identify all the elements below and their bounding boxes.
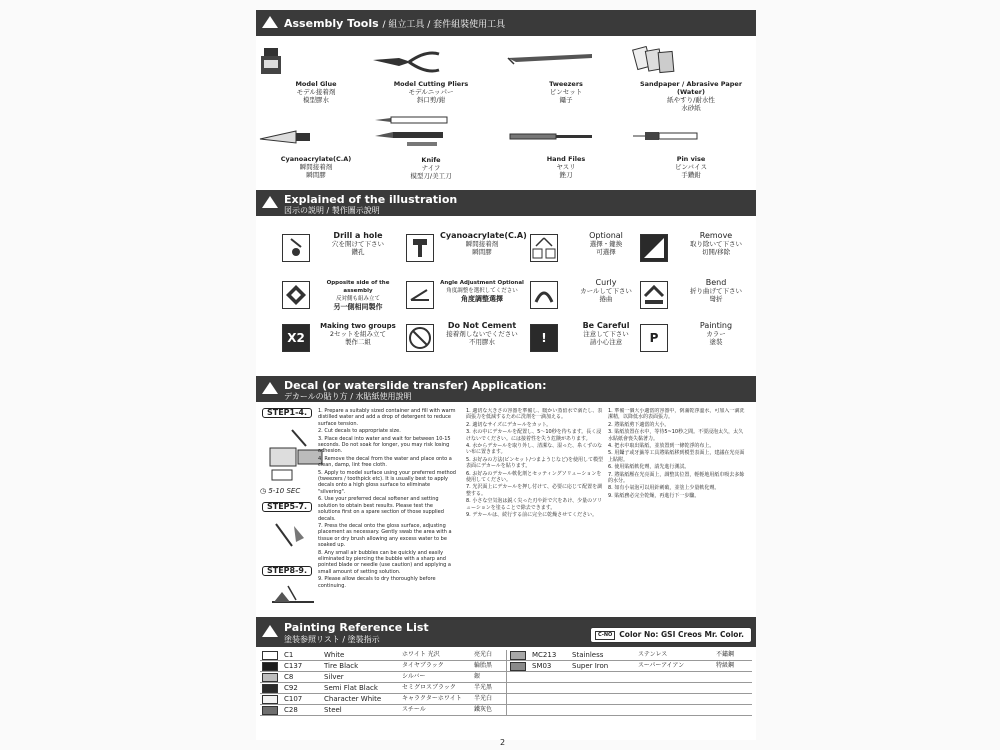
knife-icon (371, 114, 491, 150)
tweezers-decal-illustration (272, 520, 312, 550)
x2-icon: X2 (282, 324, 310, 352)
step-1-4-label: STEP1-4. (262, 408, 312, 418)
color-swatch (262, 673, 278, 682)
painting-legend: P Painting カラー 塗裝 (640, 320, 760, 358)
paint-row: SM03 Super Iron スーパーアイアン 特級鋼 (510, 661, 750, 671)
opposite-side-legend: Opposite side of the assembly 反対側も組み立て 另一側相同製作 (282, 277, 402, 315)
file-icon (506, 121, 626, 149)
drill-hole-icon (282, 234, 310, 262)
curly-legend: Curly カールして下さい 捲曲 (530, 277, 650, 315)
tools-grid (256, 36, 756, 188)
decal-japanese-text: 1. 適切な大きさの容器を準備し、暖かい蒸留水で満たし、表面張力を低減するために洗剤を一滴加える。 2. 適切なサイズにデカールをカット。 3. 水の中にデカールを配置し、5～10秒を待ちます。長く浸けないでください。には接着性を失う危険があります。 4. 水からデカールを取り外し、清潔な、湿った、糸くずのない布に置きます。 5. お好みの方法(ピンセット/つまようじなど)を使用して模型表面にデカールを貼ります。 6. お好みのデカール軟化剤とセッティングソリューションを使用してください。 7. 光沢面上にデカールを押し付けて、必要に応じて配置を調整する。 8. 小さな空気泡は鋭く尖った刃や針で穴をあけ、少量のソリューションを塗ることで除去できます。 9. デカールは、続行する前に完全に乾燥させてください。 (466, 408, 603, 519)
color-swatch (262, 662, 278, 671)
opposite-side-icon (282, 281, 310, 309)
paint-row: C107 Character White キャラクターホワイト 半光白 (262, 694, 502, 704)
tool-cyanoacrylate: Cyanoacrylate(C.A) 瞬間接着剤 瞬間膠 (256, 121, 376, 179)
two-groups-legend: X2 Making two groups 2セットを組み立て 製作二組 (282, 320, 402, 358)
drill-hole-legend: Drill a hole 穴を開けて下さい 鑽孔 (282, 230, 402, 268)
illustration-header (256, 190, 756, 216)
tool-cutting-pliers: Model Cutting Pliers モデルニッパー 斜口剪/鉗 (371, 46, 491, 104)
step-5-7-label: STEP5-7. (262, 502, 312, 512)
tool-model-glue: Model Glue モデル接着剤 模型膠水 (256, 46, 376, 104)
remove-legend: Remove 取り除いて下さい 切開/移除 (640, 230, 760, 268)
color-swatch (262, 684, 278, 693)
sandpaper-icon (631, 46, 751, 74)
remove-icon (640, 234, 668, 262)
triangle-icon (262, 382, 278, 394)
triangle-icon (262, 196, 278, 208)
paint-row: C8 Silver シルバー 銀 (262, 672, 502, 682)
gsi-color-note: C-NO Color No: GSI Creos Mr. Color. (590, 627, 752, 643)
glue-bottle-icon (256, 46, 376, 74)
no-cement-legend: Do Not Cement 接着剤しないでください 不用膠水 (406, 320, 526, 358)
angle-adjust-icon (406, 281, 434, 309)
decal-water-illustration (266, 426, 326, 486)
curly-icon (530, 281, 558, 309)
tool-knife: Knife ナイフ 模型刀/美工刀 (371, 114, 491, 180)
illustration-subtitle: 図示の説明 / 製作圖示說明 (284, 206, 380, 215)
illustration-grid (256, 220, 756, 370)
no-cement-icon (406, 324, 434, 352)
assembly-tools-title: Assembly Tools / 組立工具 / 套件組裝使用工具 (284, 17, 506, 30)
tool-sandpaper: Sandpaper / Abrasive Paper (Water) 紙やすり/耐水性 水砂紙 (631, 46, 751, 112)
color-swatch (262, 706, 278, 715)
cyanoacrylate-legend: Cyanoacrylate(C.A) 瞬間接着剤 瞬間膠 (406, 230, 526, 268)
column-divider (506, 650, 507, 716)
paint-row: C137 Tire Black タイヤブラック 輪胎黑 (262, 661, 502, 671)
decal-title: Decal (or waterslide transfer) Application: (284, 379, 547, 392)
illustration-title: Explained of the illustration (284, 193, 458, 206)
triangle-icon (262, 16, 278, 28)
bubble-illustration (268, 582, 318, 608)
bend-legend: Bend 折り曲げて下さい 彎折 (640, 277, 760, 315)
pliers-icon (371, 46, 491, 74)
page-number: 2 (500, 738, 506, 747)
paint-row: C28 Steel スチール 鐵灰色 (262, 705, 502, 715)
paint-title: Painting Reference List (284, 621, 429, 634)
paint-row: C92 Semi Flat Black セミグロスブラック 半光黑 (262, 683, 502, 693)
angle-adjust-legend: Angle Adjustment Optional 角度調整を選択してください 角度調整選擇 (406, 277, 526, 315)
triangle-icon (262, 625, 278, 637)
c-no-tag: C-NO (595, 631, 615, 640)
tool-pin-vise: Pin vise ピンバイス 手鑽鉗 (631, 121, 751, 179)
step-8-9-label: STEP8-9. (262, 566, 312, 576)
paint-icon: P (640, 324, 668, 352)
color-swatch (262, 695, 278, 704)
be-careful-legend: ! Be Careful 注意して下さい 請小心注意 (530, 320, 650, 358)
tool-tweezers: Tweezers ピンセット 鑷子 (506, 46, 626, 104)
decal-english-text: 1. Prepare a suitably sized container and fill with warm distilled water and add a drop of detergent to reduce surface tension. 2. Cut decals to appropriate size. 3. Place decal into water and wait for between 10-15 seconds. Do not soak for longer, you may risk losing adhesion. 4. Remove the decal from the water and place onto a clean, damp, lint free cloth. 5. Apply to model surface using your preferred method (tweezers / toothpick etc). It is usually best to apply decals onto a high gloss surface to eliminate "silvering". 6. Use your preferred decal softener and setting solution to obtain best results. Please test the solutions first on a spare section of those supplied decals. 7. Press the decal onto the gloss surface, adjusting placement as necessary. Gently swab the area with a tissue or dry brush allowing any excess water to be soaked up. 8. Any small air bubbles can be quickly and easily eliminated by piercing the bubble with a sharp and pointed blade or needle (use caution) and applying a small amount of setting solution. 9. Please allow decals to dry thoroughly before continuing. (318, 408, 456, 589)
bend-icon (640, 281, 668, 309)
optional-legend: Optional 選擇・鍵換 可選擇 (530, 230, 650, 268)
paint-row: MC213 Stainless ステンレス 不鏽鋼 (510, 650, 750, 660)
color-swatch (262, 651, 278, 660)
paint-row: C1 White ホワイト 光沢 亮光白 (262, 650, 502, 660)
glue-tube-icon (256, 121, 376, 149)
decal-header (256, 376, 756, 402)
color-swatch (510, 651, 526, 660)
paint-subtitle: 塗装参照リスト / 塗裝指示 (284, 635, 380, 644)
color-swatch (510, 662, 526, 671)
pin-vise-icon (631, 121, 751, 149)
exclamation-icon: ! (530, 324, 558, 352)
timer-label: ◷ 5-10 SEC (260, 487, 301, 495)
optional-icon (530, 234, 558, 262)
tweezers-icon (506, 46, 626, 74)
decal-subtitle: デカールの貼り方 / 水貼紙使用說明 (284, 392, 412, 401)
decal-section (256, 402, 756, 610)
assembly-tools-header (256, 10, 756, 36)
ca-glue-icon (406, 234, 434, 262)
decal-chinese-text: 1. 準備一個大小適當的容器中，倒滿乾淨溫水，可加入一滴洗潔精，以降低水的表面張力。 2. 將貼紙剪下適當的大小。 3. 貼紙放置在水中，等待5~10秒之間。不要浸泡太久，太久水貼紙會喪失黏著力。 4. 把水中取出貼紙，並放置到一條乾淨的布上。 5. 用鑷子或牙籤等工具將貼紙移到模型表面上，建議在光亮面上貼附。 6. 使用貼紙軟化劑，請先進行測試。 7. 將貼紙壓在光亮面上，調整其位置，輕輕地用紙巾吸去多餘的水分。 8. 如有小氣泡可以用針刺破，並塗上少量軟化劑。 9. 貼紙務必完全乾燥，再進行下一步驟。 (608, 408, 745, 499)
paint-reference-list (256, 650, 756, 740)
tool-hand-files: Hand Files ヤスリ 銼刀 (506, 121, 626, 179)
